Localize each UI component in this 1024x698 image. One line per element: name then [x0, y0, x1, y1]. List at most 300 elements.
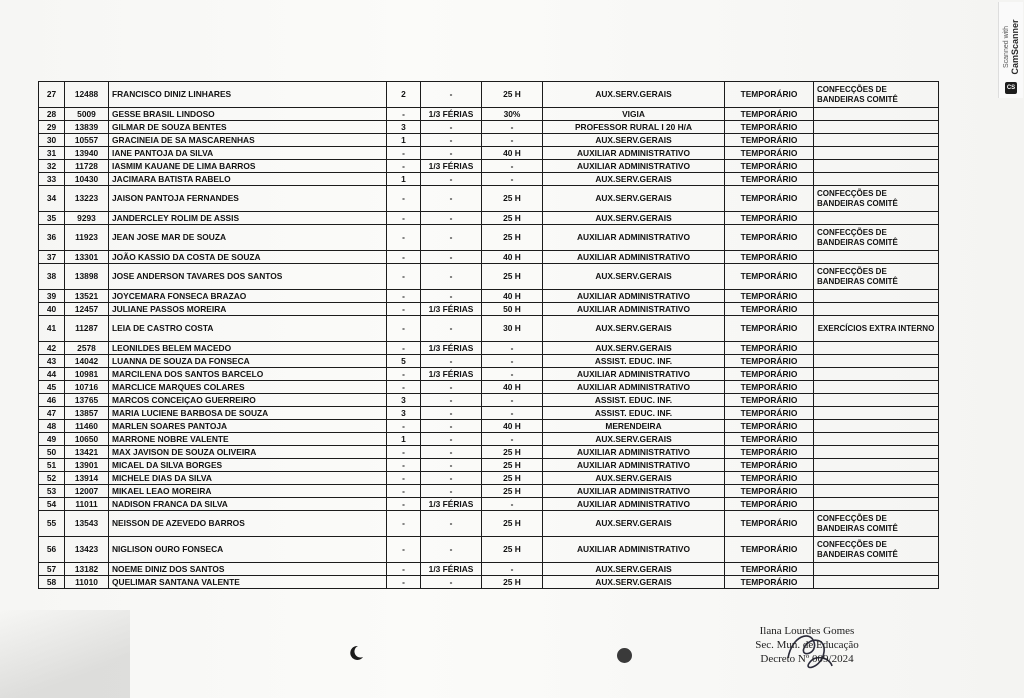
- hours-value: -: [482, 563, 543, 576]
- contract-type: TEMPORÁRIO: [725, 147, 814, 160]
- scanner-brand: CamScanner: [1010, 19, 1020, 75]
- note: EXERCÍCIOS EXTRA INTERNO: [814, 316, 939, 342]
- note: CONFECÇÕES DE BANDEIRAS COMITÊ: [814, 82, 939, 108]
- punch-hole: [617, 648, 632, 663]
- employee-name: MARCOS CONCEIÇAO GUERREIRO: [109, 394, 387, 407]
- table-row: [39, 485, 939, 498]
- vacation-value: 1/3 FÉRIAS: [421, 160, 482, 173]
- job-role: AUX.SERV.GERAIS: [543, 342, 725, 355]
- registration-number: 13223: [65, 186, 109, 212]
- job-role: AUXILIAR ADMINISTRATIVO: [543, 290, 725, 303]
- employee-name: QUELIMAR SANTANA VALENTE: [109, 576, 387, 589]
- registration-number: 13901: [65, 459, 109, 472]
- note: CONFECÇÕES DE BANDEIRAS COMITÊ: [814, 186, 939, 212]
- hours-value: 25 H: [482, 186, 543, 212]
- vacation-value: -: [421, 212, 482, 225]
- job-role: AUXILIAR ADMINISTRATIVO: [543, 498, 725, 511]
- employee-name: NEISSON DE AZEVEDO BARROS: [109, 511, 387, 537]
- table-row: [39, 134, 939, 147]
- job-role: AUX.SERV.GERAIS: [543, 576, 725, 589]
- registration-number: 12457: [65, 303, 109, 316]
- column-a-value: -: [387, 420, 421, 433]
- row-number: 40: [39, 303, 65, 316]
- hours-value: 30%: [482, 108, 543, 121]
- employee-name: MIKAEL LEAO MOREIRA: [109, 485, 387, 498]
- row-number: 49: [39, 433, 65, 446]
- note: CONFECÇÕES DE BANDEIRAS COMITÊ: [814, 225, 939, 251]
- registration-number: 13421: [65, 446, 109, 459]
- row-number: 48: [39, 420, 65, 433]
- table-row: [39, 212, 939, 225]
- job-role: PROFESSOR RURAL I 20 H/A: [543, 121, 725, 134]
- hours-value: 25 H: [482, 82, 543, 108]
- employee-name: JULIANE PASSOS MOREIRA: [109, 303, 387, 316]
- column-a-value: 3: [387, 407, 421, 420]
- vacation-value: -: [421, 355, 482, 368]
- page-curl-shadow: [0, 610, 130, 698]
- registration-number: 11460: [65, 420, 109, 433]
- contract-type: TEMPORÁRIO: [725, 433, 814, 446]
- vacation-value: -: [421, 147, 482, 160]
- row-number: 36: [39, 225, 65, 251]
- row-number: 51: [39, 459, 65, 472]
- note: [814, 173, 939, 186]
- note: [814, 147, 939, 160]
- contract-type: TEMPORÁRIO: [725, 316, 814, 342]
- contract-type: TEMPORÁRIO: [725, 212, 814, 225]
- employee-table: [38, 81, 939, 589]
- hours-value: -: [482, 355, 543, 368]
- registration-number: 10430: [65, 173, 109, 186]
- contract-type: TEMPORÁRIO: [725, 290, 814, 303]
- column-a-value: 3: [387, 394, 421, 407]
- note: [814, 290, 939, 303]
- table-row: [39, 290, 939, 303]
- contract-type: TEMPORÁRIO: [725, 407, 814, 420]
- table-row: [39, 225, 939, 251]
- job-role: AUXILIAR ADMINISTRATIVO: [543, 381, 725, 394]
- hours-value: 40 H: [482, 420, 543, 433]
- employee-name: JAISON PANTOJA FERNANDES: [109, 186, 387, 212]
- hours-value: 25 H: [482, 212, 543, 225]
- hours-value: 25 H: [482, 446, 543, 459]
- row-number: 52: [39, 472, 65, 485]
- contract-type: TEMPORÁRIO: [725, 420, 814, 433]
- column-a-value: -: [387, 251, 421, 264]
- contract-type: TEMPORÁRIO: [725, 173, 814, 186]
- contract-type: TEMPORÁRIO: [725, 446, 814, 459]
- table-row: [39, 472, 939, 485]
- table-row: [39, 108, 939, 121]
- contract-type: TEMPORÁRIO: [725, 160, 814, 173]
- employee-name: JOÃO KASSIO DA COSTA DE SOUZA: [109, 251, 387, 264]
- column-a-value: 1: [387, 433, 421, 446]
- job-role: AUXILIAR ADMINISTRATIVO: [543, 251, 725, 264]
- employee-name: LUANNA DE SOUZA DA FONSECA: [109, 355, 387, 368]
- registration-number: 12007: [65, 485, 109, 498]
- note: [814, 251, 939, 264]
- table-row: [39, 251, 939, 264]
- registration-number: 2578: [65, 342, 109, 355]
- note: [814, 459, 939, 472]
- registration-number: 13521: [65, 290, 109, 303]
- note: [814, 108, 939, 121]
- column-a-value: 3: [387, 121, 421, 134]
- registration-number: 12488: [65, 82, 109, 108]
- job-role: AUXILIAR ADMINISTRATIVO: [543, 160, 725, 173]
- contract-type: TEMPORÁRIO: [725, 134, 814, 147]
- registration-number: 13423: [65, 537, 109, 563]
- job-role: AUX.SERV.GERAIS: [543, 186, 725, 212]
- note: CONFECÇÕES DE BANDEIRAS COMITÊ: [814, 511, 939, 537]
- registration-number: 13182: [65, 563, 109, 576]
- note: [814, 134, 939, 147]
- table-row: [39, 511, 939, 537]
- employee-name: JOYCEMARA FONSECA BRAZAO: [109, 290, 387, 303]
- registration-number: 11011: [65, 498, 109, 511]
- note: [814, 394, 939, 407]
- signature-block: [742, 624, 872, 666]
- column-a-value: -: [387, 485, 421, 498]
- note: [814, 303, 939, 316]
- vacation-value: -: [421, 134, 482, 147]
- note: [814, 420, 939, 433]
- hours-value: 40 H: [482, 147, 543, 160]
- note: [814, 368, 939, 381]
- vacation-value: 1/3 FÉRIAS: [421, 342, 482, 355]
- column-a-value: -: [387, 147, 421, 160]
- registration-number: 10981: [65, 368, 109, 381]
- table-row: [39, 459, 939, 472]
- contract-type: TEMPORÁRIO: [725, 303, 814, 316]
- hours-value: 25 H: [482, 485, 543, 498]
- vacation-value: 1/3 FÉRIAS: [421, 368, 482, 381]
- note: [814, 342, 939, 355]
- row-number: 45: [39, 381, 65, 394]
- row-number: 31: [39, 147, 65, 160]
- job-role: AUX.SERV.GERAIS: [543, 134, 725, 147]
- hours-value: 25 H: [482, 537, 543, 563]
- scanner-watermark: [998, 2, 1023, 98]
- row-number: 56: [39, 537, 65, 563]
- row-number: 27: [39, 82, 65, 108]
- vacation-value: -: [421, 576, 482, 589]
- hours-value: -: [482, 498, 543, 511]
- job-role: AUXILIAR ADMINISTRATIVO: [543, 537, 725, 563]
- registration-number: 11728: [65, 160, 109, 173]
- row-number: 32: [39, 160, 65, 173]
- note: [814, 381, 939, 394]
- column-a-value: -: [387, 472, 421, 485]
- contract-type: TEMPORÁRIO: [725, 459, 814, 472]
- registration-number: 10650: [65, 433, 109, 446]
- note: [814, 212, 939, 225]
- hours-value: 25 H: [482, 472, 543, 485]
- job-role: AUX.SERV.GERAIS: [543, 563, 725, 576]
- column-a-value: -: [387, 498, 421, 511]
- hours-value: -: [482, 173, 543, 186]
- vacation-value: -: [421, 264, 482, 290]
- job-role: AUX.SERV.GERAIS: [543, 82, 725, 108]
- registration-number: 5009: [65, 108, 109, 121]
- vacation-value: 1/3 FÉRIAS: [421, 563, 482, 576]
- registration-number: 10716: [65, 381, 109, 394]
- note: [814, 446, 939, 459]
- job-role: VIGIA: [543, 108, 725, 121]
- job-role: AUX.SERV.GERAIS: [543, 316, 725, 342]
- column-a-value: -: [387, 303, 421, 316]
- column-a-value: -: [387, 212, 421, 225]
- row-number: 33: [39, 173, 65, 186]
- employee-name: GRACINEIA DE SA MASCARENHAS: [109, 134, 387, 147]
- vacation-value: -: [421, 485, 482, 498]
- employee-name: NIGLISON OURO FONSECA: [109, 537, 387, 563]
- registration-number: 13765: [65, 394, 109, 407]
- hours-value: 40 H: [482, 251, 543, 264]
- row-number: 35: [39, 212, 65, 225]
- hours-value: -: [482, 433, 543, 446]
- signer-decree: Decreto Nº 009/2024: [760, 653, 854, 665]
- table-row: [39, 446, 939, 459]
- vacation-value: -: [421, 472, 482, 485]
- table-row: [39, 264, 939, 290]
- registration-number: 11010: [65, 576, 109, 589]
- registration-number: 14042: [65, 355, 109, 368]
- employee-name: MICHELE DIAS DA SILVA: [109, 472, 387, 485]
- hours-value: 30 H: [482, 316, 543, 342]
- contract-type: TEMPORÁRIO: [725, 368, 814, 381]
- employee-name: MARCILENA DOS SANTOS BARCELO: [109, 368, 387, 381]
- registration-number: 13543: [65, 511, 109, 537]
- contract-type: TEMPORÁRIO: [725, 511, 814, 537]
- hours-value: -: [482, 342, 543, 355]
- vacation-value: -: [421, 459, 482, 472]
- employee-name: MAX JAVISON DE SOUZA OLIVEIRA: [109, 446, 387, 459]
- table-row: [39, 303, 939, 316]
- column-a-value: -: [387, 381, 421, 394]
- column-a-value: -: [387, 459, 421, 472]
- table-body: [39, 82, 939, 589]
- table-row: [39, 82, 939, 108]
- contract-type: TEMPORÁRIO: [725, 537, 814, 563]
- table-row: [39, 563, 939, 576]
- hours-value: -: [482, 407, 543, 420]
- row-number: 50: [39, 446, 65, 459]
- employee-name: MARLEN SOARES PANTOJA: [109, 420, 387, 433]
- camscanner-logo-icon: CS: [1005, 82, 1017, 94]
- column-a-value: -: [387, 511, 421, 537]
- job-role: AUXILIAR ADMINISTRATIVO: [543, 303, 725, 316]
- employee-name: NADISON FRANCA DA SILVA: [109, 498, 387, 511]
- contract-type: TEMPORÁRIO: [725, 251, 814, 264]
- table-row: [39, 368, 939, 381]
- employee-name: IASMIM KAUANE DE LIMA BARROS: [109, 160, 387, 173]
- hours-value: 40 H: [482, 381, 543, 394]
- vacation-value: -: [421, 511, 482, 537]
- registration-number: 13301: [65, 251, 109, 264]
- vacation-value: -: [421, 186, 482, 212]
- note: [814, 498, 939, 511]
- vacation-value: -: [421, 394, 482, 407]
- column-a-value: -: [387, 264, 421, 290]
- job-role: AUXILIAR ADMINISTRATIVO: [543, 225, 725, 251]
- note: [814, 160, 939, 173]
- column-a-value: -: [387, 186, 421, 212]
- hours-value: 25 H: [482, 264, 543, 290]
- contract-type: TEMPORÁRIO: [725, 485, 814, 498]
- registration-number: 13839: [65, 121, 109, 134]
- hours-value: 25 H: [482, 576, 543, 589]
- employee-name: MARIA LUCIENE BARBOSA DE SOUZA: [109, 407, 387, 420]
- employee-name: JOSE ANDERSON TAVARES DOS SANTOS: [109, 264, 387, 290]
- note: [814, 485, 939, 498]
- job-role: AUX.SERV.GERAIS: [543, 472, 725, 485]
- table-row: [39, 121, 939, 134]
- job-role: ASSIST. EDUC. INF.: [543, 394, 725, 407]
- employee-name: LEIA DE CASTRO COSTA: [109, 316, 387, 342]
- column-a-value: 2: [387, 82, 421, 108]
- row-number: 30: [39, 134, 65, 147]
- vacation-value: -: [421, 82, 482, 108]
- registration-number: 13940: [65, 147, 109, 160]
- vacation-value: -: [421, 446, 482, 459]
- column-a-value: 1: [387, 134, 421, 147]
- job-role: ASSIST. EDUC. INF.: [543, 407, 725, 420]
- employee-name: GESSE BRASIL LINDOSO: [109, 108, 387, 121]
- column-a-value: 1: [387, 173, 421, 186]
- employee-name: IANE PANTOJA DA SILVA: [109, 147, 387, 160]
- employee-name: LEONILDES BELEM MACEDO: [109, 342, 387, 355]
- vacation-value: -: [421, 225, 482, 251]
- job-role: AUX.SERV.GERAIS: [543, 264, 725, 290]
- hours-value: 25 H: [482, 459, 543, 472]
- column-a-value: -: [387, 160, 421, 173]
- row-number: 29: [39, 121, 65, 134]
- row-number: 47: [39, 407, 65, 420]
- row-number: 44: [39, 368, 65, 381]
- employee-name: FRANCISCO DINIZ LINHARES: [109, 82, 387, 108]
- vacation-value: -: [421, 173, 482, 186]
- hours-value: 50 H: [482, 303, 543, 316]
- contract-type: TEMPORÁRIO: [725, 225, 814, 251]
- column-a-value: -: [387, 108, 421, 121]
- row-number: 38: [39, 264, 65, 290]
- table-row: [39, 316, 939, 342]
- job-role: AUXILIAR ADMINISTRATIVO: [543, 485, 725, 498]
- note: [814, 121, 939, 134]
- vacation-value: -: [421, 433, 482, 446]
- hours-value: 25 H: [482, 225, 543, 251]
- employee-name: JACIMARA BATISTA RABELO: [109, 173, 387, 186]
- hours-value: 40 H: [482, 290, 543, 303]
- vacation-value: -: [421, 290, 482, 303]
- registration-number: 13914: [65, 472, 109, 485]
- column-a-value: -: [387, 537, 421, 563]
- vacation-value: -: [421, 316, 482, 342]
- note: [814, 563, 939, 576]
- contract-type: TEMPORÁRIO: [725, 394, 814, 407]
- signer-title: Sec. Mun. de Educação: [755, 639, 859, 651]
- scanner-line: Scanned with: [1003, 25, 1010, 69]
- column-a-value: -: [387, 446, 421, 459]
- job-role: AUX.SERV.GERAIS: [543, 433, 725, 446]
- vacation-value: 1/3 FÉRIAS: [421, 108, 482, 121]
- table-row: [39, 433, 939, 446]
- table-row: [39, 381, 939, 394]
- registration-number: 13898: [65, 264, 109, 290]
- column-a-value: -: [387, 225, 421, 251]
- note: [814, 407, 939, 420]
- column-a-value: -: [387, 563, 421, 576]
- contract-type: TEMPORÁRIO: [725, 82, 814, 108]
- column-a-value: 5: [387, 355, 421, 368]
- contract-type: TEMPORÁRIO: [725, 342, 814, 355]
- row-number: 53: [39, 485, 65, 498]
- column-a-value: -: [387, 290, 421, 303]
- registration-number: 11287: [65, 316, 109, 342]
- vacation-value: 1/3 FÉRIAS: [421, 498, 482, 511]
- row-number: 34: [39, 186, 65, 212]
- hours-value: -: [482, 394, 543, 407]
- table-row: [39, 160, 939, 173]
- table-row: [39, 394, 939, 407]
- job-role: AUXILIAR ADMINISTRATIVO: [543, 368, 725, 381]
- employee-name: MARRONE NOBRE VALENTE: [109, 433, 387, 446]
- row-number: 39: [39, 290, 65, 303]
- table-row: [39, 355, 939, 368]
- contract-type: TEMPORÁRIO: [725, 576, 814, 589]
- contract-type: TEMPORÁRIO: [725, 563, 814, 576]
- vacation-value: -: [421, 381, 482, 394]
- table-row: [39, 498, 939, 511]
- registration-number: 9293: [65, 212, 109, 225]
- table-row: [39, 407, 939, 420]
- column-a-value: -: [387, 576, 421, 589]
- contract-type: TEMPORÁRIO: [725, 264, 814, 290]
- table-row: [39, 420, 939, 433]
- row-number: 58: [39, 576, 65, 589]
- crescent-mark-icon: [348, 645, 364, 661]
- employee-name: GILMAR DE SOUZA BENTES: [109, 121, 387, 134]
- table-row: [39, 147, 939, 160]
- note: [814, 472, 939, 485]
- column-a-value: -: [387, 342, 421, 355]
- contract-type: TEMPORÁRIO: [725, 186, 814, 212]
- note: CONFECÇÕES DE BANDEIRAS COMITÊ: [814, 537, 939, 563]
- job-role: AUXILIAR ADMINISTRATIVO: [543, 446, 725, 459]
- row-number: 42: [39, 342, 65, 355]
- row-number: 46: [39, 394, 65, 407]
- job-role: AUX.SERV.GERAIS: [543, 212, 725, 225]
- vacation-value: 1/3 FÉRIAS: [421, 303, 482, 316]
- table-row: [39, 576, 939, 589]
- row-number: 37: [39, 251, 65, 264]
- column-a-value: -: [387, 368, 421, 381]
- contract-type: TEMPORÁRIO: [725, 108, 814, 121]
- employee-name: NOEME DINIZ DOS SANTOS: [109, 563, 387, 576]
- employee-name: JANDERCLEY ROLIM DE ASSIS: [109, 212, 387, 225]
- vacation-value: -: [421, 420, 482, 433]
- job-role: AUXILIAR ADMINISTRATIVO: [543, 459, 725, 472]
- employee-name: MARCLICE MARQUES COLARES: [109, 381, 387, 394]
- row-number: 41: [39, 316, 65, 342]
- vacation-value: -: [421, 537, 482, 563]
- row-number: 57: [39, 563, 65, 576]
- job-role: AUXILIAR ADMINISTRATIVO: [543, 147, 725, 160]
- table-row: [39, 186, 939, 212]
- hours-value: 25 H: [482, 511, 543, 537]
- contract-type: TEMPORÁRIO: [725, 381, 814, 394]
